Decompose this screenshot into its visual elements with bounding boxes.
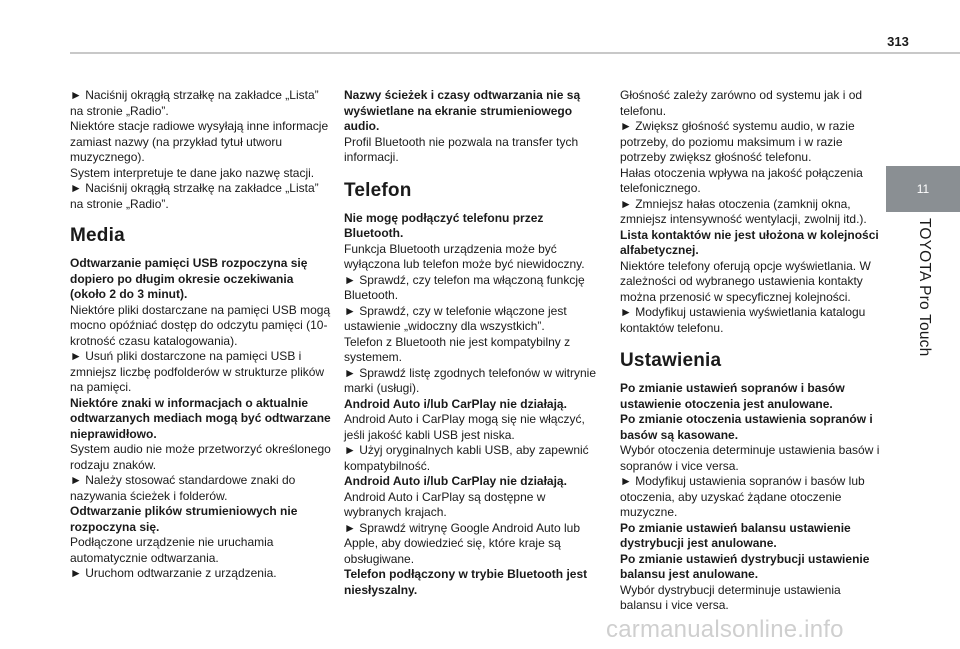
paragraph: ► Naciśnij okrągłą strzałkę na zakładce „Lista” na stronie „Radio”. bbox=[70, 88, 332, 119]
watermark: carmanualsonline.info bbox=[606, 616, 844, 643]
answer: Hałas otoczenia wpływa na jakość połączenia telefonicznego. bbox=[620, 165, 863, 195]
question: Odtwarzanie pamięci USB rozpoczyna się dopiero po długim okresie oczekiwania (około 2 do 3 minut). bbox=[70, 256, 308, 301]
answer: Niektóre pliki dostarczane na pamięci USB mogą mocno opóźniać dostęp do odczytu pamięci (10-krotność czasu katalogowania). bbox=[70, 302, 331, 348]
answer: ► Sprawdź, czy w telefonie włączone jest ustawienie „widoczny dla wszystkich”. bbox=[344, 304, 606, 335]
answer: ► Użyj oryginalnych kabli USB, aby zapewnić kompatybilność. bbox=[344, 443, 606, 474]
answer: System audio nie może przetworzyć określonego rodzaju znaków. bbox=[70, 442, 331, 472]
answer: ► Sprawdź witrynę Google Android Auto lub Apple, aby dowiedzieć się, które kraje są obsługiwane. bbox=[344, 521, 606, 568]
header-rule bbox=[70, 52, 960, 54]
paragraph: ► Naciśnij okrągłą strzałkę na zakładce „Lista” na stronie „Radio”. bbox=[70, 181, 332, 212]
chapter-title: TOYOTA Pro Touch bbox=[916, 218, 933, 357]
answer: Niektóre telefony oferują opcje wyświetlania. W zależności od wybranego ustawienia kontakty można przenosić w specyficznej kolejności. bbox=[620, 258, 871, 304]
answer: Profil Bluetooth nie pozwala na transfer tych informacji. bbox=[344, 134, 579, 164]
answer: ► Zmniejsz hałas otoczenia (zamknij okna, zmniejsz intensywność wentylacji, zwolnij itd.). bbox=[620, 197, 882, 228]
answer: Głośność zależy zarówno od systemu jak i od telefonu. bbox=[620, 88, 863, 118]
paragraph: Niektóre stacje radiowe wysyłają inne informacje zamiast nazwy (na przykład tytuł utworu muzycznego). bbox=[70, 119, 329, 164]
column-1 bbox=[70, 88, 332, 582]
answer: Wybór otoczenia determinuje ustawienia basów i sopranów i vice versa. bbox=[620, 443, 880, 473]
question: Android Auto i/lub CarPlay nie działają. bbox=[344, 396, 567, 411]
chapter-tab: 11 bbox=[886, 166, 960, 212]
answer: ► Sprawdź, czy telefon ma włączoną funkcję Bluetooth. bbox=[344, 273, 606, 304]
column-3 bbox=[620, 88, 882, 614]
question: Nazwy ścieżek i czasy odtwarzania nie są wyświetlane na ekranie strumieniowego audio. bbox=[344, 88, 581, 133]
question: Android Auto i/lub CarPlay nie działają. bbox=[344, 474, 567, 488]
answer: Android Auto i CarPlay mogą się nie włączyć, jeśli jakość kabli USB jest niska. bbox=[344, 412, 585, 442]
question: Po zmianie otoczenia ustawienia sopranów i basów są kasowane. bbox=[620, 412, 873, 442]
paragraph: System interpretuje te dane jako nazwę stacji. bbox=[70, 165, 315, 180]
section-heading-media: Media bbox=[70, 225, 125, 246]
question: Lista kontaktów nie jest ułożona w kolejności alfabetycznej. bbox=[620, 227, 879, 257]
answer: ► Modyfikuj ustawienia sopranów i basów lub otoczenia, aby uzyskać żądane otoczenie muzyczne. bbox=[620, 474, 882, 521]
answer: Android Auto i CarPlay są dostępne w wybranych krajach. bbox=[344, 489, 546, 519]
page-number: 313 bbox=[887, 34, 909, 49]
section-heading-ustawienia: Ustawienia bbox=[620, 350, 722, 371]
question: Po zmianie ustawień sopranów i basów ustawienie otoczenia jest anulowane. bbox=[620, 381, 845, 411]
question: Telefon podłączony w trybie Bluetooth jest niesłyszalny. bbox=[344, 567, 588, 597]
answer: Funkcja Bluetooth urządzenia może być wyłączona lub telefon może być niewidoczny. bbox=[344, 241, 585, 271]
question: Po zmianie ustawień balansu ustawienie dystrybucji jest anulowane. bbox=[620, 520, 851, 550]
question: Nie mogę podłączyć telefonu przez Bluetooth. bbox=[344, 210, 544, 240]
column-2 bbox=[344, 88, 606, 598]
question: Odtwarzanie plików strumieniowych nie rozpoczyna się. bbox=[70, 504, 298, 534]
answer: ► Uruchom odtwarzanie z urządzenia. bbox=[70, 566, 332, 582]
answer: Podłączone urządzenie nie uruchamia automatycznie odtwarzania. bbox=[70, 535, 274, 565]
answer: Wybór dystrybucji determinuje ustawienia balansu i vice versa. bbox=[620, 582, 841, 612]
answer: ► Sprawdź listę zgodnych telefonów w witrynie marki (usługi). bbox=[344, 366, 606, 397]
answer: Telefon z Bluetooth nie jest kompatybilny z systemem. bbox=[344, 334, 571, 364]
section-heading-telefon: Telefon bbox=[344, 179, 412, 201]
question: Niektóre znaki w informacjach o aktualnie odtwarzanych mediach mogą być odtwarzane nieprawidłowo. bbox=[70, 395, 331, 441]
question: Po zmianie ustawień dystrybucji ustawienie balansu jest anulowane. bbox=[620, 551, 870, 581]
answer: ► Modyfikuj ustawienia wyświetlania katalogu kontaktów telefonu. bbox=[620, 305, 882, 336]
answer: ► Zwiększ głośność systemu audio, w razie potrzeby, do poziomu maksimum i w razie potrzeby zwiększ głośność telefonu. bbox=[620, 119, 882, 166]
answer: ► Usuń pliki dostarczone na pamięci USB i zmniejsz liczbę podfolderów w strukturze plików na pamięci. bbox=[70, 349, 332, 396]
answer: ► Należy stosować standardowe znaki do nazywania ścieżek i folderów. bbox=[70, 473, 332, 504]
